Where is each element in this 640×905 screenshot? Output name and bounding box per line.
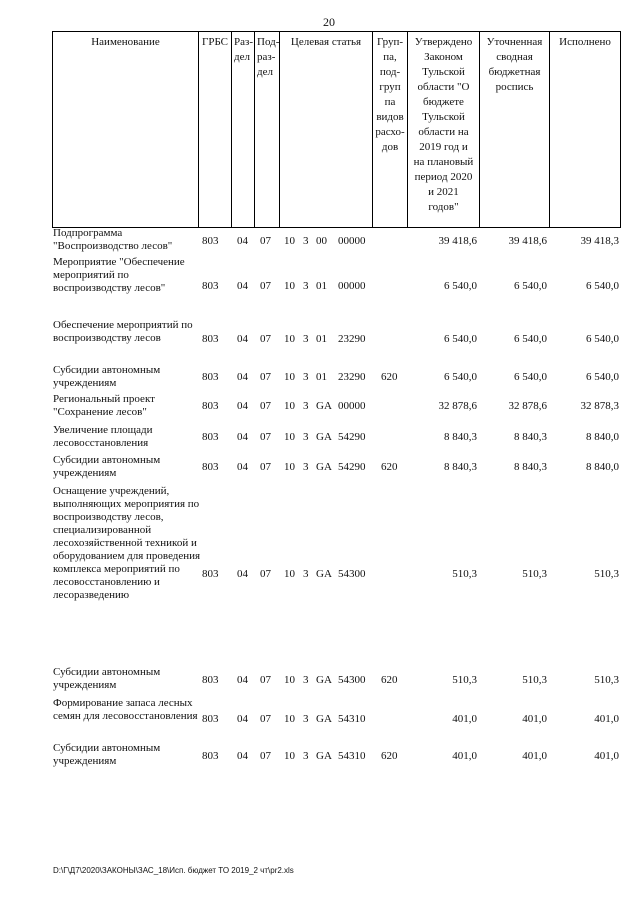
row-cs3: GA [316, 461, 332, 473]
row-pr: 07 [260, 568, 271, 580]
row-cs2: 3 [303, 371, 309, 383]
row-approved: 510,3 [452, 674, 477, 686]
row-cs3: 01 [316, 371, 327, 383]
row-cs1: 10 [284, 400, 295, 412]
row-rz: 04 [237, 235, 248, 247]
row-executed: 32 878,3 [580, 400, 619, 412]
row-name: Субсидии автономным учреждениям [53, 364, 161, 389]
row-cs3: 01 [316, 333, 327, 345]
row-grbs: 803 [202, 750, 219, 762]
header-approved: Утверждено Законом Тульской области "О бюджете Тульской области на 2019 год и на плановый период 2020 и 2021 годов" [407, 31, 479, 228]
row-grbs: 803 [202, 400, 219, 412]
row-executed: 8 840,0 [586, 461, 619, 473]
row-cs4: 23290 [338, 333, 366, 345]
row-rz: 04 [237, 568, 248, 580]
row-name: Субсидии автономным учреждениям [53, 742, 161, 767]
row-executed: 39 418,3 [580, 235, 619, 247]
row-grbs: 803 [202, 431, 219, 443]
row-cs3: GA [316, 568, 332, 580]
row-executed: 6 540,0 [586, 280, 619, 292]
row-pr: 07 [260, 371, 271, 383]
row-refined: 32 878,6 [508, 400, 547, 412]
row-executed: 401,0 [594, 713, 619, 725]
row-cs4: 00000 [338, 280, 366, 292]
row-rz: 04 [237, 280, 248, 292]
row-cs2: 3 [303, 431, 309, 443]
row-cs1: 10 [284, 674, 295, 686]
row-rz: 04 [237, 400, 248, 412]
row-cs3: GA [316, 750, 332, 762]
header-grbs: ГРБС [198, 31, 231, 228]
row-approved: 8 840,3 [444, 461, 477, 473]
row-cs4: 23290 [338, 371, 366, 383]
row-cs4: 54300 [338, 674, 366, 686]
row-grbs: 803 [202, 280, 219, 292]
row-name: Субсидии автономным учреждениям [53, 454, 161, 479]
row-cs2: 3 [303, 280, 309, 292]
row-cs4: 54290 [338, 431, 366, 443]
row-cs4: 54300 [338, 568, 366, 580]
row-executed: 510,3 [594, 674, 619, 686]
row-cs4: 54290 [338, 461, 366, 473]
row-executed: 510,3 [594, 568, 619, 580]
row-cs4: 54310 [338, 750, 366, 762]
row-vr: 620 [381, 750, 398, 762]
row-cs2: 3 [303, 568, 309, 580]
row-name: Увеличение площади лесовосстановления [53, 424, 153, 449]
row-cs2: 3 [303, 400, 309, 412]
row-cs3: GA [316, 713, 332, 725]
row-cs1: 10 [284, 431, 295, 443]
row-cs2: 3 [303, 750, 309, 762]
row-approved: 6 540,0 [444, 371, 477, 383]
row-cs2: 3 [303, 333, 309, 345]
row-grbs: 803 [202, 235, 219, 247]
page-number: 20 [323, 15, 335, 29]
row-grbs: 803 [202, 568, 219, 580]
row-executed: 8 840,0 [586, 431, 619, 443]
row-cs1: 10 [284, 461, 295, 473]
file-path-footer: D:\Г\Д7\2020\ЗАКОНЫ\ЗАС_18\Исп. бюджет ТО 2019_2 чт\pr2.xls [53, 866, 294, 875]
row-name: Подпрограмма "Воспроизводство лесов" [53, 227, 173, 252]
row-cs1: 10 [284, 750, 295, 762]
row-refined: 401,0 [522, 713, 547, 725]
row-cs1: 10 [284, 713, 295, 725]
row-rz: 04 [237, 371, 248, 383]
row-grbs: 803 [202, 674, 219, 686]
row-grbs: 803 [202, 713, 219, 725]
row-cs1: 10 [284, 235, 295, 247]
row-cs2: 3 [303, 674, 309, 686]
row-name: Оснащение учреждений, выполняющих мероприятия по воспроизводству лесов, специализированной лесохозяйственной техникой и оборудованием для проведения комплекса мероприятий по лесовосстановлению и лесоразведению [53, 485, 201, 601]
row-cs1: 10 [284, 280, 295, 292]
row-approved: 6 540,0 [444, 333, 477, 345]
row-refined: 6 540,0 [514, 280, 547, 292]
row-refined: 6 540,0 [514, 333, 547, 345]
row-pr: 07 [260, 280, 271, 292]
header-podrazdel: Под- раз- дел [254, 31, 279, 228]
row-cs3: 00 [316, 235, 327, 247]
row-grbs: 803 [202, 371, 219, 383]
row-refined: 8 840,3 [514, 461, 547, 473]
row-pr: 07 [260, 333, 271, 345]
row-refined: 401,0 [522, 750, 547, 762]
row-cs1: 10 [284, 371, 295, 383]
row-pr: 07 [260, 235, 271, 247]
row-pr: 07 [260, 713, 271, 725]
header-razdel: Раз- дел [231, 31, 254, 228]
row-cs3: 01 [316, 280, 327, 292]
row-approved: 8 840,3 [444, 431, 477, 443]
header-name: Наименование [52, 31, 198, 228]
row-rz: 04 [237, 431, 248, 443]
row-cs3: GA [316, 431, 332, 443]
row-name: Мероприятие "Обеспечение мероприятий по воспроизводству лесов" [53, 256, 185, 294]
row-approved: 32 878,6 [438, 400, 477, 412]
row-vr: 620 [381, 674, 398, 686]
row-rz: 04 [237, 461, 248, 473]
row-refined: 6 540,0 [514, 371, 547, 383]
row-rz: 04 [237, 674, 248, 686]
row-pr: 07 [260, 750, 271, 762]
row-pr: 07 [260, 461, 271, 473]
row-pr: 07 [260, 431, 271, 443]
row-refined: 510,3 [522, 674, 547, 686]
row-vr: 620 [381, 461, 398, 473]
row-executed: 6 540,0 [586, 371, 619, 383]
row-cs4: 00000 [338, 235, 366, 247]
row-cs4: 00000 [338, 400, 366, 412]
row-approved: 510,3 [452, 568, 477, 580]
row-cs4: 54310 [338, 713, 366, 725]
row-executed: 401,0 [594, 750, 619, 762]
row-refined: 8 840,3 [514, 431, 547, 443]
row-grbs: 803 [202, 461, 219, 473]
row-name: Субсидии автономным учреждениям [53, 666, 161, 691]
row-approved: 401,0 [452, 713, 477, 725]
row-approved: 39 418,6 [438, 235, 477, 247]
row-approved: 6 540,0 [444, 280, 477, 292]
row-rz: 04 [237, 333, 248, 345]
row-vr: 620 [381, 371, 398, 383]
row-name: Региональный проект "Сохранение лесов" [53, 393, 155, 418]
row-refined: 510,3 [522, 568, 547, 580]
row-cs1: 10 [284, 568, 295, 580]
header-target-article: Целевая статья [279, 31, 372, 228]
row-rz: 04 [237, 713, 248, 725]
row-cs3: GA [316, 674, 332, 686]
row-cs2: 3 [303, 713, 309, 725]
row-executed: 6 540,0 [586, 333, 619, 345]
header-executed: Исполнено [549, 31, 621, 228]
row-cs2: 3 [303, 235, 309, 247]
header-refined: Уточненная сводная бюджетная роспись [479, 31, 549, 228]
row-cs3: GA [316, 400, 332, 412]
row-cs1: 10 [284, 333, 295, 345]
row-grbs: 803 [202, 333, 219, 345]
row-refined: 39 418,6 [508, 235, 547, 247]
row-name: Обеспечение мероприятий по воспроизводству лесов [53, 319, 193, 344]
row-pr: 07 [260, 400, 271, 412]
row-rz: 04 [237, 750, 248, 762]
header-expense-group: Груп- па, под- груп па видов расхо- дов [372, 31, 407, 228]
row-name: Формирование запаса лесных семян для лесовосстановления [53, 697, 198, 722]
row-approved: 401,0 [452, 750, 477, 762]
row-cs2: 3 [303, 461, 309, 473]
row-pr: 07 [260, 674, 271, 686]
